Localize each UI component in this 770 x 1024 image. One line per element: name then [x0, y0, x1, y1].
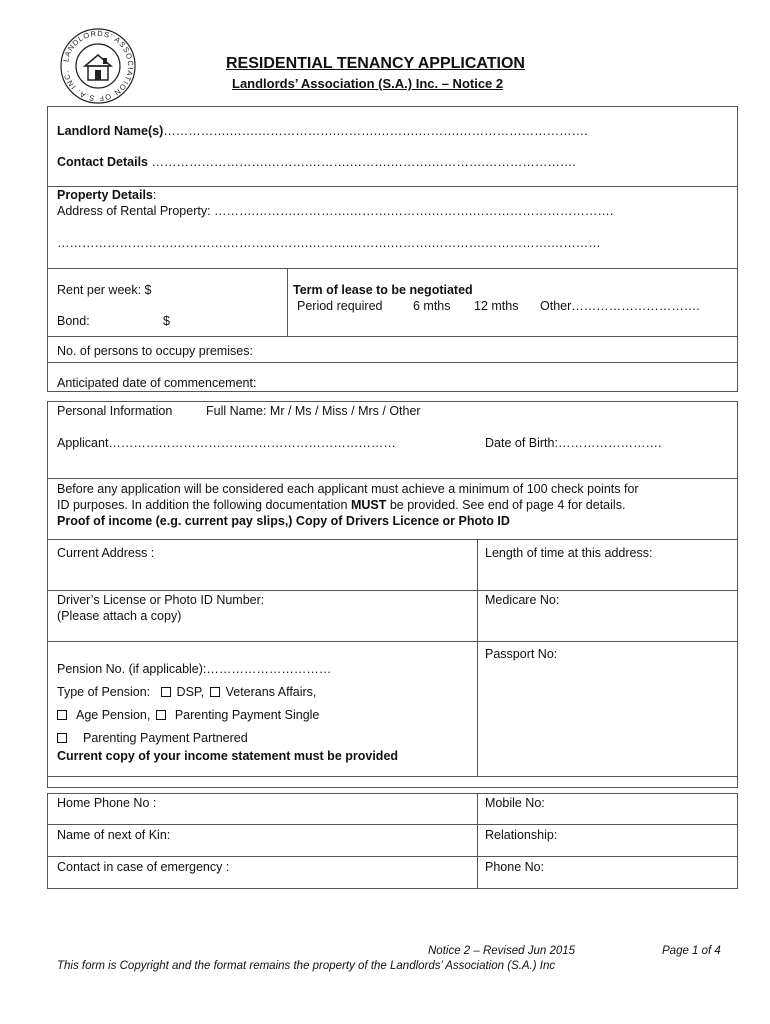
- footer-revision: Notice 2 – Revised Jun 2015: [428, 945, 576, 957]
- pension-number-field[interactable]: Pension No. (if applicable):…………………………: [57, 662, 332, 676]
- current-address-field[interactable]: Current Address :: [57, 546, 155, 560]
- dsp-label: DSP,: [176, 685, 205, 699]
- period-option-other[interactable]: Other………………………….: [540, 299, 700, 313]
- svg-text:LANDLORDS' ASSOCIATION OF S.A.: LANDLORDS' ASSOCIATION OF S.A. INC.: [61, 28, 136, 104]
- pension-type-row-3: [57, 731, 248, 746]
- pension-type-label: Type of Pension:: [57, 685, 151, 699]
- landlord-name-field[interactable]: [57, 124, 588, 139]
- medicare-field[interactable]: Medicare No:: [485, 593, 560, 607]
- pension-type-row-2: [57, 708, 319, 723]
- parenting-single-label: Parenting Payment Single: [174, 708, 320, 722]
- passport-field[interactable]: Passport No:: [485, 647, 558, 661]
- period-option-12-months[interactable]: 12 mths: [474, 299, 519, 313]
- rent-per-week-field[interactable]: Rent per week: $: [57, 283, 152, 297]
- pension-type-row: [57, 685, 316, 700]
- contact-details-label: Contact Details: [57, 155, 148, 169]
- length-at-address-field[interactable]: Length of time at this address:: [485, 546, 653, 560]
- date-of-birth-field[interactable]: Date of Birth:…………………….: [485, 436, 662, 450]
- emergency-contact-field[interactable]: Contact in case of emergency :: [57, 860, 230, 874]
- rental-address-line2[interactable]: ……………………….………….……….……….……….……….……….………….…………….…………: [57, 236, 601, 250]
- parenting-partnered-label: Parenting Payment Partnered: [83, 731, 248, 745]
- rental-address-dots: ……….……….………….……….……….……….…………………………….: [214, 204, 614, 218]
- footer-copyright: This form is Copyright and the format remains the property of the Landlords’ Association (S.A.) Inc: [57, 960, 556, 972]
- bond-label: Bond:: [57, 314, 90, 328]
- property-details-heading: [57, 188, 156, 203]
- personal-info-label: Personal Information: [57, 404, 173, 418]
- page-subtitle: Landlords’ Association (S.A.) Inc. – Notice 2: [232, 76, 504, 91]
- license-number-field[interactable]: Driver’s License or Photo ID Number:: [57, 593, 265, 607]
- bond-dollar[interactable]: $: [163, 314, 170, 328]
- landlord-name-dots: …………….…….……………….……….……….……….………………………….: [163, 124, 588, 138]
- age-pension-checkbox[interactable]: [57, 710, 67, 720]
- property-heading-colon: :: [152, 188, 157, 202]
- logo-seal-icon: [58, 26, 138, 106]
- full-name-title-options: Full Name: Mr / Ms / Miss / Mrs / Other: [206, 404, 421, 418]
- id-requirement-line2-a: ID purposes. In addition the following documentation: [57, 498, 351, 512]
- lease-term-heading: Term of lease to be negotiated: [293, 283, 473, 297]
- dsp-checkbox[interactable]: [161, 687, 171, 697]
- home-phone-field[interactable]: Home Phone No :: [57, 796, 157, 810]
- rental-address-label: Address of Rental Property:: [57, 204, 211, 218]
- id-requirement-line2-b: be provided. See end of page 4 for details.: [386, 498, 626, 512]
- period-option-6-months[interactable]: 6 mths: [413, 299, 451, 313]
- rental-address-field[interactable]: [57, 204, 613, 219]
- contact-details-dots: ……………………….……….……….……….……….………….………………….: [151, 155, 576, 169]
- period-required-label: Period required: [297, 299, 383, 313]
- next-of-kin-field[interactable]: Name of next of Kin:: [57, 828, 171, 842]
- id-requirement-line1: Before any application will be considered each applicant must achieve a minimum of 100 check points for: [57, 482, 639, 496]
- parenting-single-checkbox[interactable]: [156, 710, 166, 720]
- veterans-label: Veterans Affairs,: [225, 685, 317, 699]
- mobile-field[interactable]: Mobile No:: [485, 796, 545, 810]
- must-emphasis: MUST: [350, 498, 387, 512]
- income-statement-notice: Current copy of your income statement must be provided: [57, 749, 399, 763]
- phone-field[interactable]: Phone No:: [485, 860, 545, 874]
- commencement-date-field[interactable]: Anticipated date of commencement:: [57, 376, 257, 390]
- id-requirement-line2: [57, 498, 625, 513]
- applicant-name-field[interactable]: Applicant……………………………………………………………: [57, 436, 396, 450]
- relationship-field[interactable]: Relationship:: [485, 828, 558, 842]
- landlord-name-label: Landlord Name(s): [57, 124, 164, 138]
- persons-occupy-field[interactable]: No. of persons to occupy premises:: [57, 344, 253, 358]
- veterans-checkbox[interactable]: [210, 687, 220, 697]
- age-pension-label: Age Pension,: [76, 708, 151, 722]
- property-heading-text: Property Details: [57, 188, 153, 202]
- parenting-partnered-checkbox[interactable]: [57, 733, 67, 743]
- page-title: RESIDENTIAL TENANCY APPLICATION: [226, 55, 525, 72]
- license-attach-note: (Please attach a copy): [57, 609, 182, 623]
- proof-of-income-notice: Proof of income (e.g. current pay slips,) Copy of Drivers Licence or Photo ID: [57, 514, 510, 528]
- footer-page-number: Page 1 of 4: [662, 945, 721, 957]
- contact-details-field[interactable]: [57, 155, 576, 170]
- association-logo: [58, 26, 138, 106]
